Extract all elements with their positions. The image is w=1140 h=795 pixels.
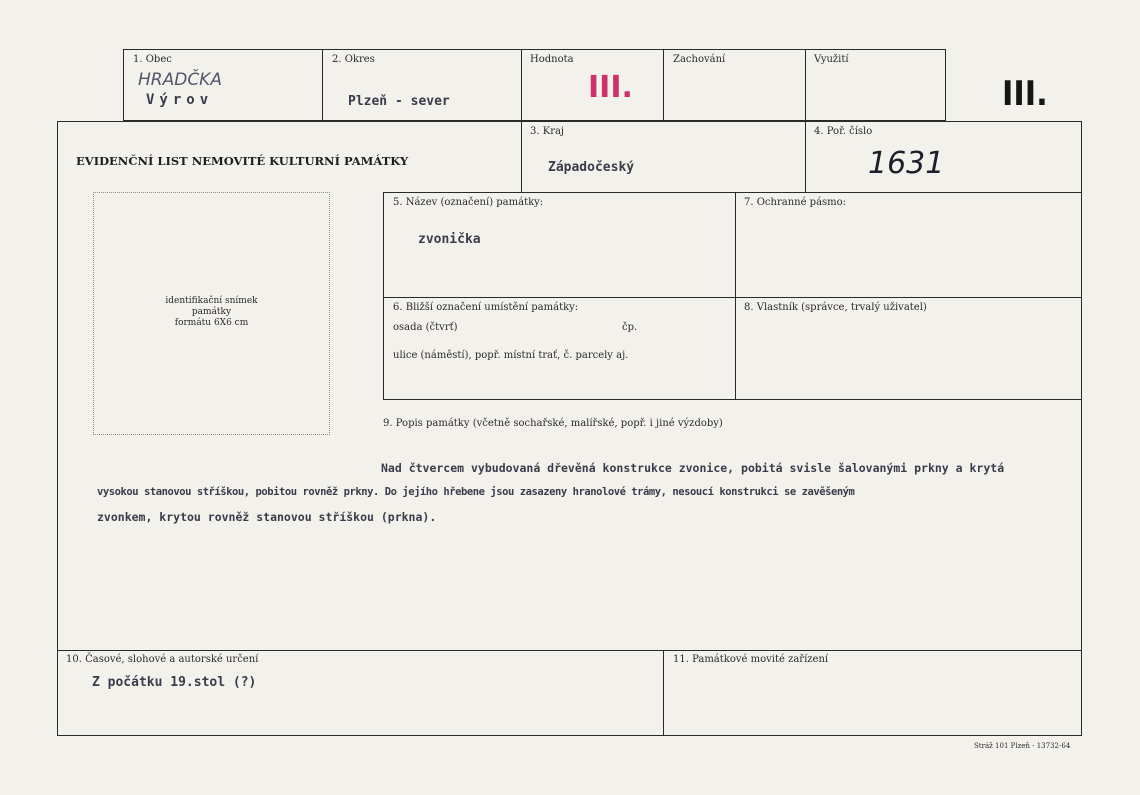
form-title: EVIDENČNÍ LIST NEMOVITÉ KULTURNÍ PAMÁTKY xyxy=(76,154,409,168)
ochranne-pasmo-label: 7. Ochranné pásmo: xyxy=(744,197,847,208)
vlastnik-label: 8. Vlastník (správce, trvalý uživatel) xyxy=(744,302,927,313)
okres-value: Plzeň - sever xyxy=(348,94,450,109)
urceni-value: Z počátku 19.stol (?) xyxy=(92,675,257,690)
cp-label: čp. xyxy=(622,322,638,333)
popis-line-3: zvonkem, krytou rovněž stanovou stříškou (prkna). xyxy=(97,510,437,524)
photo-caption-3: formátu 6X6 cm xyxy=(174,318,249,328)
umisteni-label: 6. Bližší označení umístění památky: xyxy=(393,302,579,313)
obec-value: Výrov xyxy=(146,92,214,108)
obec-handwritten: HRADČKA xyxy=(138,70,222,90)
zarizeni-label: 11. Památkové movité zařízení xyxy=(673,654,829,665)
photo-caption-1: identifikační snímek xyxy=(165,296,258,306)
osada-label: osada (čtvrť) xyxy=(393,322,458,333)
popis-line-2: vysokou stanovou stříškou, pobitou rovněž prkny. Do jejího hřebene jsou zasazeny hranolové trámy, nesoucí konstrukci se zavěšeným xyxy=(97,486,855,498)
margin-mark: III. xyxy=(1002,74,1048,114)
hodnota-label: Hodnota xyxy=(530,54,574,65)
okres-label: 2. Okres xyxy=(332,54,375,65)
hodnota-value: III. xyxy=(588,70,633,105)
popis-line-1: Nad čtvercem vybudovaná dřevěná konstrukce zvonice, pobitá svisle šalovanými prkny a krytá xyxy=(381,461,1005,475)
nazev-label: 5. Název (označení) památky: xyxy=(393,197,544,208)
kraj-label: 3. Kraj xyxy=(530,126,565,137)
urceni-label: 10. Časové, slohové a autorské určení xyxy=(66,654,259,665)
por-cislo-label: 4. Poř. číslo xyxy=(814,126,873,137)
kraj-value: Západočeský xyxy=(548,160,635,175)
footer-print-code: Stráž 101 Plzeň - 13732-64 xyxy=(974,742,1071,750)
ulice-label: ulice (náměstí), popř. místní trať, č. parcely aj. xyxy=(393,350,629,361)
photo-caption-2: památky xyxy=(191,307,232,317)
popis-label: 9. Popis památky (včetně sochařské, malířské, popř. i jiné výzdoby) xyxy=(383,418,723,429)
nazev-value: zvonička xyxy=(418,232,481,247)
obec-label: 1. Obec xyxy=(133,54,172,65)
vyuziti-label: Využití xyxy=(814,54,849,65)
zachovani-label: Zachování xyxy=(673,54,726,65)
por-cislo-value: 1631 xyxy=(868,146,945,181)
